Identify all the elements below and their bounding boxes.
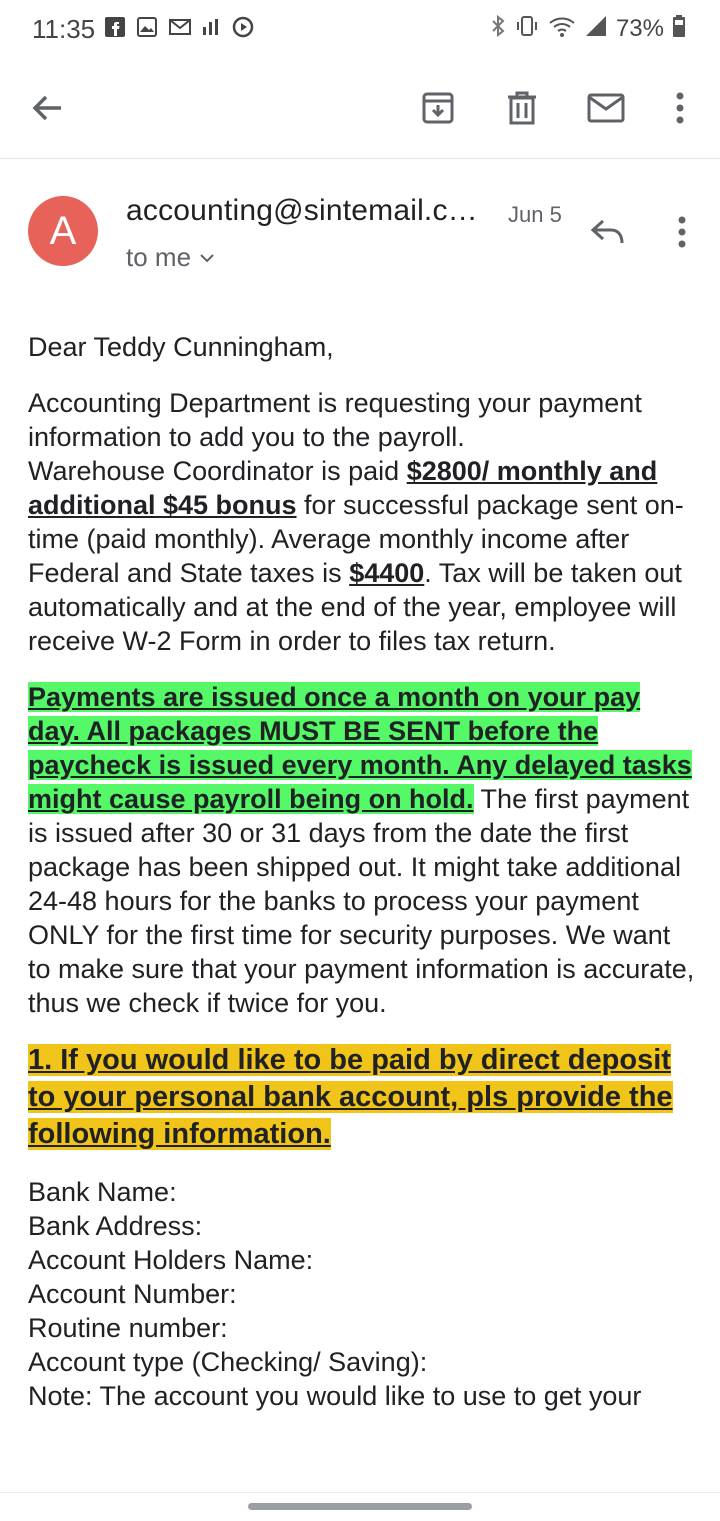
field-account-holder: Account Holders Name: (28, 1245, 314, 1275)
paragraph-text: . Tax will be taken out automatically and at the end of the year, employee will receive W-2 Form in order to files tax return. (28, 558, 682, 656)
income-bold: $4400 (349, 558, 425, 588)
more-vert-icon (677, 216, 687, 248)
recipient-label: to me (126, 242, 192, 272)
battery-icon (672, 14, 686, 43)
notification-icons (104, 16, 254, 38)
reply-icon (590, 218, 626, 246)
trash-icon (505, 90, 539, 126)
paragraph-text: for successful package sent on-time (paid monthly). Average monthly income after Federal and State taxes is (28, 490, 684, 588)
sender-address[interactable]: accounting@sintemail.c… (126, 194, 478, 227)
salary-bold: $2800/ monthly and additional $45 bonus (28, 456, 658, 520)
status-bar (0, 0, 720, 60)
field-routing-number: Routine number: (28, 1313, 228, 1343)
archive-icon (420, 90, 456, 126)
field-bank-name: Bank Name: (28, 1177, 177, 1207)
battery-percent: 73% (615, 14, 664, 42)
gmail-icon (168, 16, 190, 38)
more-options-button[interactable] (656, 84, 704, 132)
highlight-green: Payments are issued once a month on your pay day. All packages MUST BE SENT before the paycheck is issued every month. Any delayed tasks might cause payroll being on hold. (28, 682, 692, 814)
mail-icon (587, 93, 625, 123)
media-icon (232, 16, 254, 38)
paragraph-text: The first payment is issued after 30 or 31 days from the date the first package has been shipped out. It might take additional 24-48 hours for the banks to process your payment ONLY for the first time for security purposes. We want to make sure that your payment information is accurate, thus we check if twice for you. (28, 784, 695, 1018)
wifi-icon (548, 14, 576, 43)
arrow-left-icon (31, 91, 65, 125)
field-bank-address: Bank Address: (28, 1211, 203, 1241)
status-time: 11:35 (32, 14, 96, 44)
bank-fields (28, 1175, 696, 1413)
status-right (490, 14, 686, 43)
back-button[interactable] (24, 84, 72, 132)
message-header (0, 180, 720, 290)
paragraph-text: Warehouse Coordinator is paid (28, 456, 407, 486)
message-date: Jun 5 (508, 202, 562, 227)
image-icon (136, 16, 158, 38)
chevron-down-icon (199, 252, 215, 264)
paragraph-payroll (28, 386, 696, 658)
reply-button[interactable] (584, 208, 632, 256)
avatar[interactable]: A (28, 196, 98, 266)
message-body (28, 330, 696, 1413)
vibrate-icon (514, 14, 540, 43)
more-vert-icon (675, 92, 685, 124)
field-account-type: Account type (Checking/ Saving): (28, 1347, 428, 1377)
field-note: Note: The account you would like to use to get your (28, 1381, 642, 1411)
paragraph-payments (28, 680, 696, 1020)
archive-button[interactable] (414, 84, 462, 132)
recipient-toggle[interactable] (126, 242, 215, 273)
bluetooth-icon (490, 14, 506, 43)
delete-button[interactable] (498, 84, 546, 132)
paragraph-text: Accounting Department is requesting your payment information to add you to the payroll. (28, 388, 642, 452)
paragraph-direct-deposit (28, 1042, 696, 1153)
signal-bars-icon (200, 16, 222, 38)
facebook-icon (104, 16, 126, 38)
highlight-yellow: 1. If you would like to be paid by direct deposit to your personal bank account, pls provide the following information. (28, 1044, 673, 1150)
field-account-number: Account Number: (28, 1279, 237, 1309)
message-toolbar (0, 60, 720, 159)
navigation-bar (0, 1492, 720, 1521)
greeting: Dear Teddy Cunningham, (28, 332, 334, 362)
mark-unread-button[interactable] (582, 84, 630, 132)
cell-signal-icon (584, 14, 608, 43)
home-handle[interactable] (248, 1503, 472, 1510)
message-more-button[interactable] (660, 208, 704, 256)
